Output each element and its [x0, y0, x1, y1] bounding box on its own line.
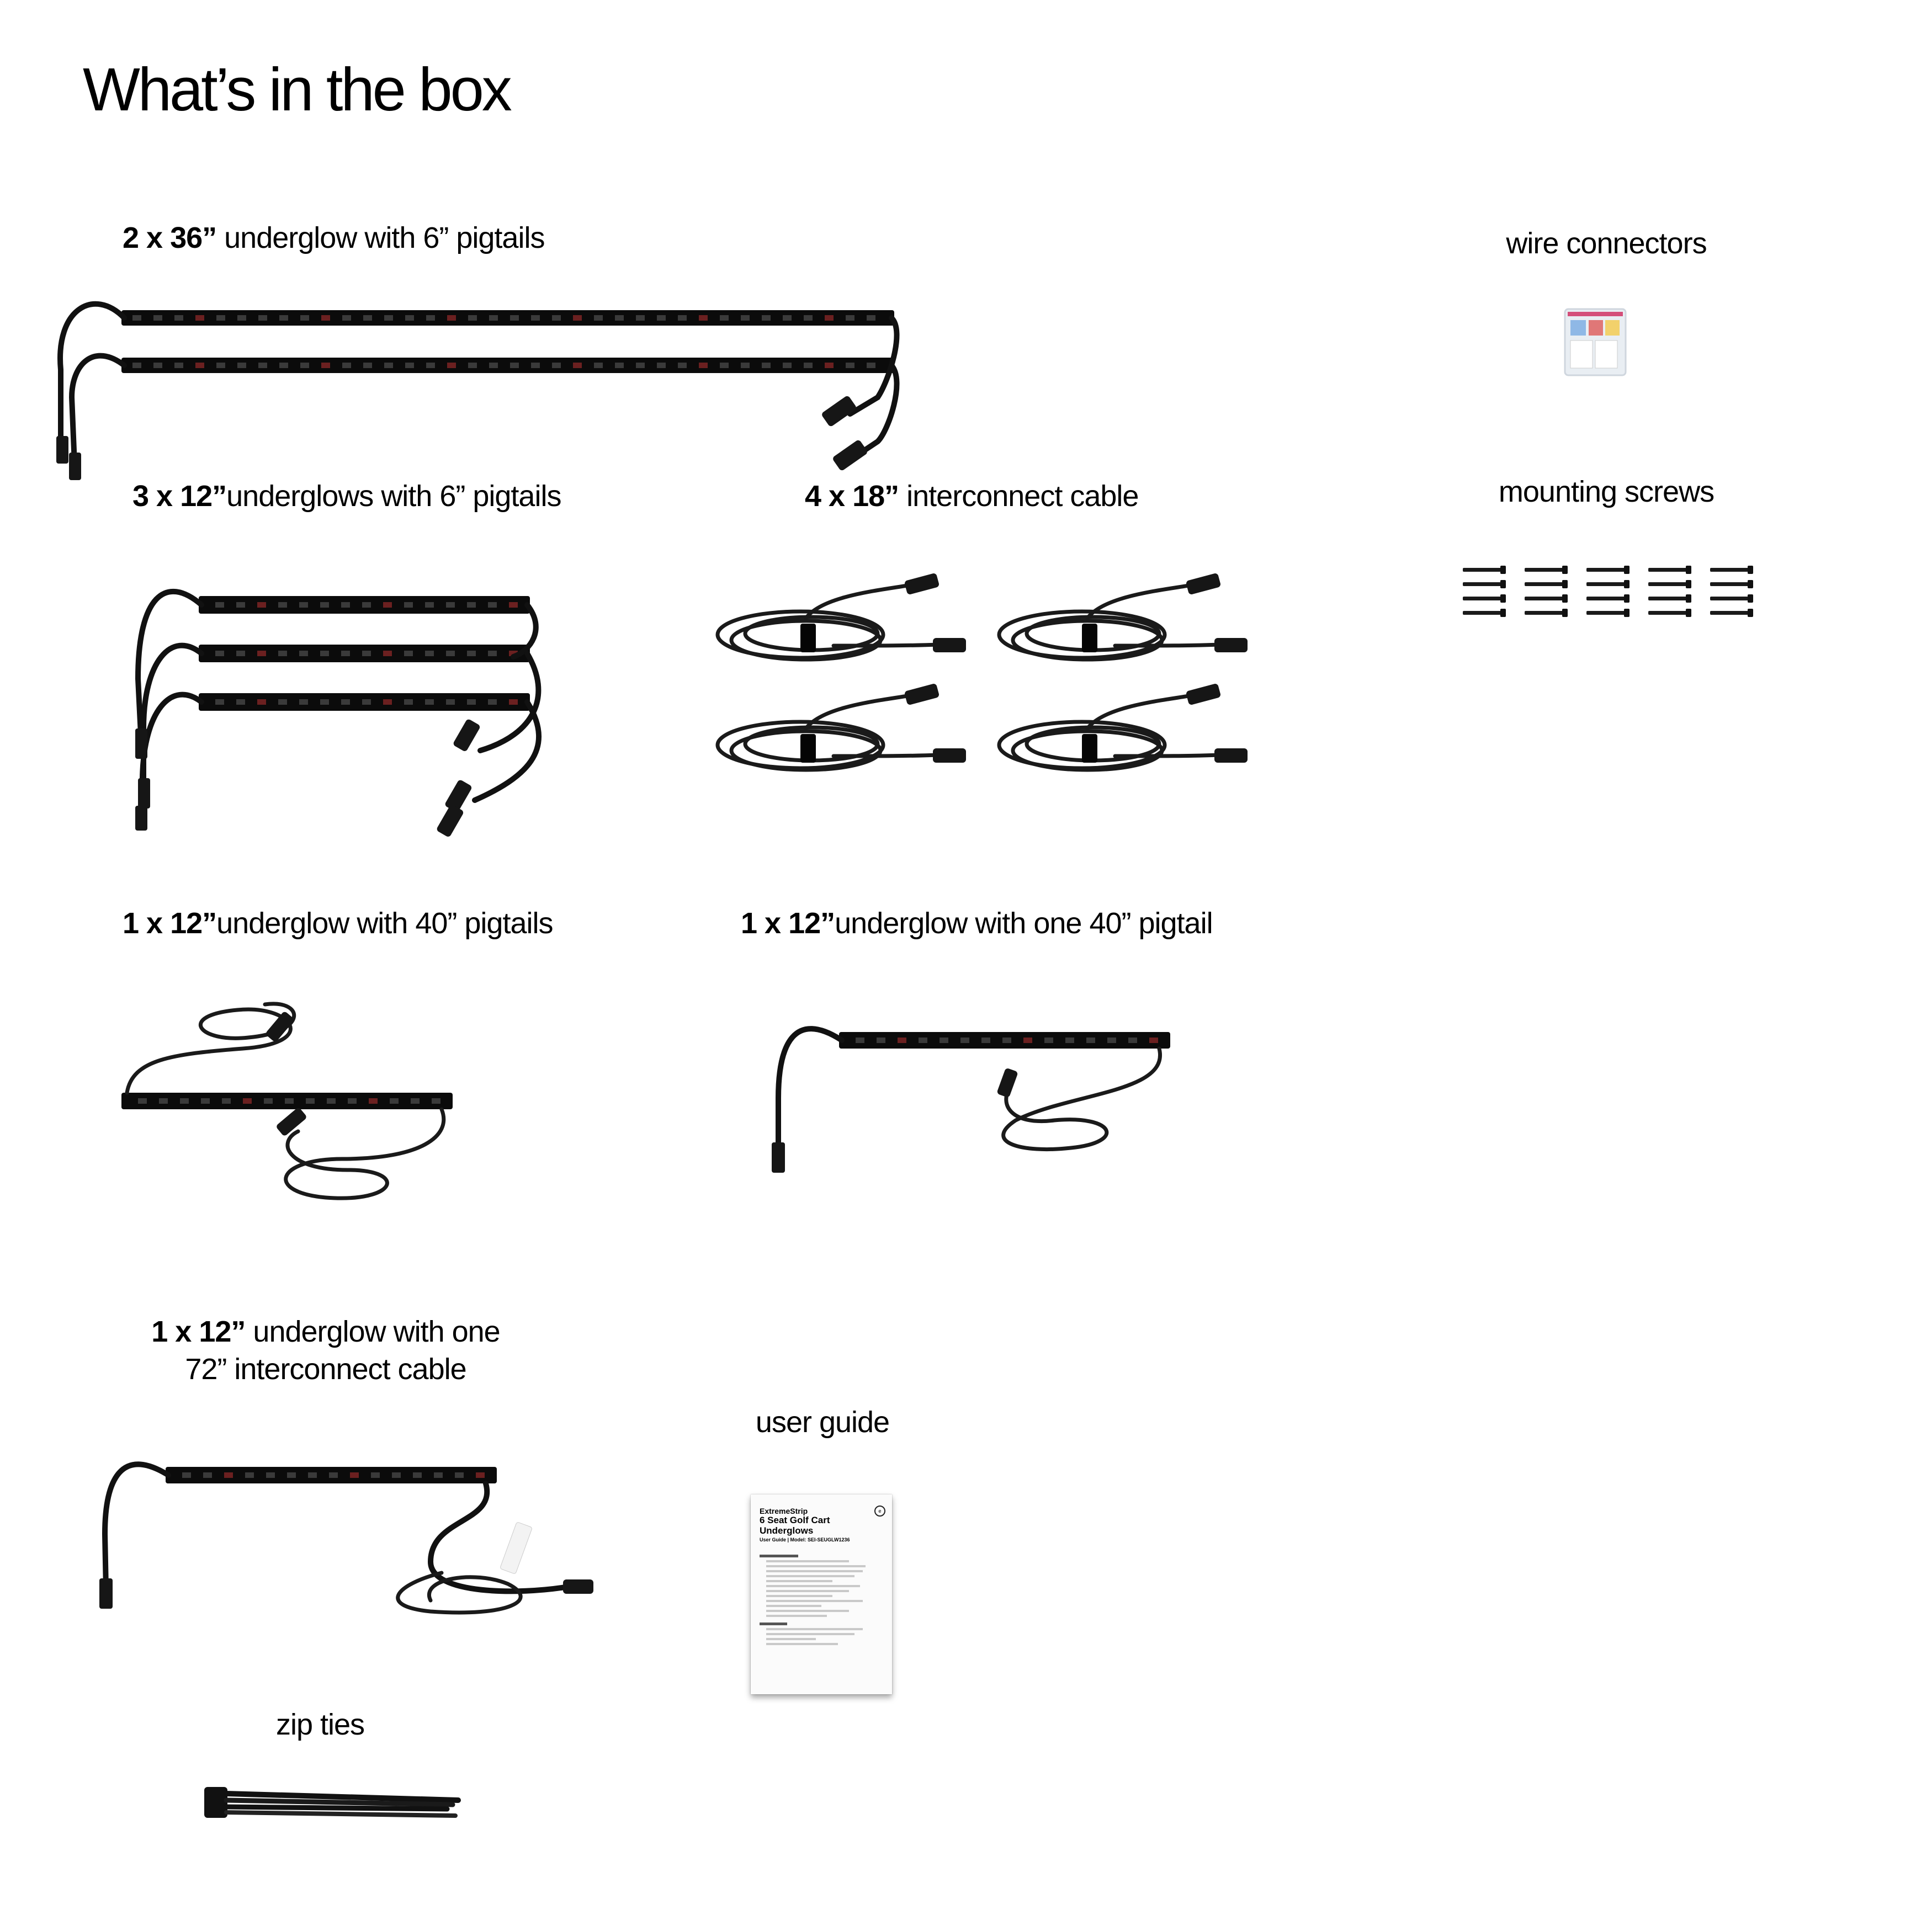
screw-shaft: [1586, 611, 1625, 615]
led-chip: [468, 363, 477, 368]
cable-coil-icon: [712, 563, 1275, 828]
led-chip: [846, 363, 854, 368]
led-chip: [215, 651, 224, 656]
item-label-12in-one-40in-pigtail: 1 x 12”underglow with one 40” pigtail: [741, 907, 1213, 940]
led-chip: [308, 1472, 317, 1478]
item-label-zip-ties: zip ties: [275, 1708, 365, 1741]
screw-shaft: [1525, 597, 1563, 600]
led-chip: [369, 1098, 378, 1104]
item-label-wire-connectors: wire connectors: [1506, 227, 1707, 260]
screw-head: [1686, 566, 1691, 574]
screw-head: [1562, 594, 1568, 603]
led-chip: [404, 602, 413, 608]
led-chip: [446, 699, 455, 705]
led-chip: [678, 363, 687, 368]
coil-strap: [1082, 734, 1097, 763]
zip-tie-icon: [199, 1777, 464, 1827]
connector-icon: [904, 573, 940, 595]
led-chip: [279, 315, 288, 321]
led-chip: [720, 363, 729, 368]
led-chip: [1002, 1038, 1011, 1043]
led-chip: [383, 699, 392, 705]
led-chip: [1086, 1038, 1095, 1043]
led-bar-12in-72in-cable-image: [88, 1435, 613, 1634]
led-chip: [594, 363, 603, 368]
screw-shaft: [1525, 568, 1563, 572]
screw-shaft: [1463, 611, 1501, 615]
screw-head: [1748, 594, 1753, 603]
led-chip: [278, 651, 287, 656]
led-chip: [384, 363, 393, 368]
screw-head: [1686, 594, 1691, 603]
led-chip: [531, 363, 540, 368]
led-chip: [320, 699, 329, 705]
led-chip: [287, 1472, 296, 1478]
led-chip: [363, 363, 372, 368]
led-chip: [919, 1038, 927, 1043]
led-chip: [699, 363, 708, 368]
led-chip: [434, 1472, 443, 1478]
led-chip: [153, 363, 162, 368]
led-chip: [446, 602, 455, 608]
led-chip: [236, 602, 245, 608]
led-chip: [468, 315, 477, 321]
led-chip: [426, 315, 435, 321]
screw-shaft: [1586, 582, 1625, 586]
led-chip: [488, 699, 497, 705]
led-chip: [510, 363, 519, 368]
screw-shaft: [1463, 582, 1501, 586]
led-chip: [224, 1472, 233, 1478]
led-chip: [201, 1098, 210, 1104]
led-chip: [741, 363, 750, 368]
led-chip: [825, 315, 834, 321]
led-chip: [615, 363, 624, 368]
cable-coil: [718, 573, 966, 659]
led-chip: [321, 315, 330, 321]
connector-icon: [1214, 638, 1248, 652]
led-chip: [362, 651, 371, 656]
led-chip: [467, 651, 476, 656]
guide-title: 6 Seat Golf Cart Underglows: [760, 1515, 830, 1536]
screw-head: [1624, 609, 1630, 617]
led-chip: [615, 315, 624, 321]
item-label-36in-underglow: 2 x 36” underglow with 6” pigtails: [123, 221, 545, 254]
screw-shaft: [1525, 611, 1563, 615]
led-chip: [489, 363, 498, 368]
led-chip: [867, 315, 875, 321]
led-chip: [264, 1098, 273, 1104]
led-chip: [867, 363, 875, 368]
led-chip: [509, 602, 518, 608]
led-chip: [1044, 1038, 1053, 1043]
led-bar-12in-triple-image: [127, 568, 558, 833]
led-bar-36in-pair-image: [61, 287, 905, 480]
led-chip: [243, 1098, 252, 1104]
led-chip: [981, 1038, 990, 1043]
led-chip: [245, 1472, 254, 1478]
led-chip: [720, 315, 729, 321]
led-chip: [573, 315, 582, 321]
guide-brand: ExtremeStrip: [760, 1507, 808, 1515]
screw-shaft: [1648, 568, 1687, 572]
led-chip: [898, 1038, 906, 1043]
page-title: What’s in the box: [83, 56, 510, 124]
connector-icon: [1186, 683, 1222, 706]
screw-head: [1686, 580, 1691, 588]
led-chip: [159, 1098, 168, 1104]
led-chip: [425, 602, 434, 608]
led-chip: [153, 315, 162, 321]
led-chip: [636, 315, 645, 321]
screw-head: [1624, 566, 1630, 574]
led-chip: [405, 363, 414, 368]
led-chip: [258, 363, 267, 368]
led-chip: [678, 315, 687, 321]
guide-text-block: [760, 1555, 883, 1645]
screw-head: [1748, 609, 1753, 617]
led-chip: [825, 363, 834, 368]
led-chip: [342, 315, 351, 321]
led-chip: [342, 363, 351, 368]
led-chip: [804, 363, 813, 368]
led-chip: [138, 1098, 147, 1104]
led-chip: [371, 1472, 380, 1478]
led-chip: [216, 363, 225, 368]
led-chip: [405, 315, 414, 321]
connector-icon: [904, 683, 940, 706]
led-chip: [383, 651, 392, 656]
screw-head: [1686, 609, 1691, 617]
led-chip: [846, 315, 854, 321]
coil-strap: [800, 624, 816, 652]
led-chip: [258, 315, 267, 321]
led-chip: [384, 315, 393, 321]
screw-shaft: [1586, 568, 1625, 572]
led-chip: [390, 1098, 399, 1104]
led-chip: [509, 699, 518, 705]
led-chip: [132, 315, 141, 321]
led-chip: [329, 1472, 338, 1478]
led-chip: [279, 363, 288, 368]
connector-icon: [933, 748, 966, 763]
led-chip: [321, 363, 330, 368]
led-chip: [425, 651, 434, 656]
led-chip: [425, 699, 434, 705]
screw-head: [1624, 594, 1630, 603]
led-chip: [362, 602, 371, 608]
led-chip: [447, 315, 456, 321]
item-label-user-guide: user guide: [755, 1406, 890, 1439]
led-chip: [1107, 1038, 1116, 1043]
screw-head: [1624, 580, 1630, 588]
led-chip: [174, 315, 183, 321]
screw-shaft: [1525, 582, 1563, 586]
guide-subtitle: User Guide | Model: SEI-SEUGLW1236: [760, 1537, 850, 1543]
led-chip: [1128, 1038, 1137, 1043]
screw-shaft: [1710, 582, 1749, 586]
led-chip: [222, 1098, 231, 1104]
led-chip: [341, 651, 350, 656]
led-chip: [411, 1098, 420, 1104]
led-chip: [174, 363, 183, 368]
led-chip: [348, 1098, 357, 1104]
led-chip: [237, 315, 246, 321]
led-chip: [327, 1098, 336, 1104]
led-chip: [299, 699, 308, 705]
coil-strap: [800, 734, 816, 763]
led-chip: [216, 315, 225, 321]
led-chip: [699, 315, 708, 321]
led-bar-12in-40in-pigtails-image: [110, 993, 469, 1214]
led-chip: [278, 602, 287, 608]
led-chip: [657, 315, 666, 321]
screw-shaft: [1463, 597, 1501, 600]
led-chip: [285, 1098, 294, 1104]
led-chip: [180, 1098, 189, 1104]
led-chip: [783, 315, 792, 321]
item-label-three-12in-underglows: 3 x 12”underglows with 6” pigtails: [132, 480, 561, 513]
led-chip: [362, 699, 371, 705]
connector-icon: [1214, 748, 1248, 763]
screw-head: [1748, 580, 1753, 588]
led-chip: [215, 602, 224, 608]
led-chip: [783, 363, 792, 368]
led-chip: [132, 363, 141, 368]
user-guide-cover: [751, 1494, 892, 1694]
led-chip: [762, 363, 771, 368]
item-label-interconnect-18in: 4 x 18” interconnect cable: [805, 480, 1139, 513]
led-chip: [467, 602, 476, 608]
connector-icon: [1186, 573, 1222, 595]
screw-head: [1562, 566, 1568, 574]
led-chip: [960, 1038, 969, 1043]
cable-coil: [718, 683, 966, 770]
led-chip: [552, 363, 561, 368]
item-label-mounting-screws: mounting screws: [1498, 475, 1715, 508]
screw-head: [1500, 609, 1506, 617]
screw-head: [1500, 580, 1506, 588]
connector-bag-icon: [1562, 306, 1628, 378]
led-chip: [300, 315, 309, 321]
led-chip: [531, 315, 540, 321]
item-label-12in-72in-interconnect: 1 x 12” underglow with one 72” interconnect cable: [151, 1315, 500, 1386]
led-chip: [350, 1472, 359, 1478]
led-chip: [404, 699, 413, 705]
led-chip: [203, 1472, 212, 1478]
led-chip: [877, 1038, 885, 1043]
led-chip: [741, 315, 750, 321]
led-chip: [657, 363, 666, 368]
led-chip: [446, 651, 455, 656]
led-chip: [476, 1472, 485, 1478]
led-chip: [552, 315, 561, 321]
led-chip: [257, 602, 266, 608]
screw-head: [1562, 580, 1568, 588]
led-chip: [299, 602, 308, 608]
led-chip: [594, 315, 603, 321]
led-chip: [392, 1472, 401, 1478]
coil-strap: [1082, 624, 1097, 652]
screw-shaft: [1710, 611, 1749, 615]
led-chip: [1065, 1038, 1074, 1043]
led-chip: [257, 651, 266, 656]
screw-head: [1562, 609, 1568, 617]
cable-coil: [999, 683, 1248, 770]
brand-logo-icon: e: [874, 1506, 885, 1517]
led-chip: [404, 651, 413, 656]
led-chip: [237, 363, 246, 368]
led-chip: [940, 1038, 948, 1043]
led-chip: [426, 363, 435, 368]
led-chip: [804, 315, 813, 321]
screw-shaft: [1586, 597, 1625, 600]
screw-shaft: [1648, 597, 1687, 600]
led-chip: [306, 1098, 315, 1104]
screw-head: [1748, 566, 1753, 574]
led-chip: [636, 363, 645, 368]
led-chip: [467, 699, 476, 705]
screw-shaft: [1710, 597, 1749, 600]
led-chip: [320, 651, 329, 656]
led-chip: [215, 699, 224, 705]
led-chip: [383, 602, 392, 608]
screw-shaft: [1463, 568, 1501, 572]
screw-head: [1500, 566, 1506, 574]
led-chip: [195, 315, 204, 321]
led-chip: [341, 699, 350, 705]
led-chip: [447, 363, 456, 368]
led-chip: [856, 1038, 864, 1043]
led-chip: [488, 651, 497, 656]
led-chip: [1149, 1038, 1158, 1043]
led-chip: [489, 315, 498, 321]
screw-shaft: [1648, 611, 1687, 615]
screw-icon: [1457, 563, 1766, 618]
led-chip: [299, 651, 308, 656]
led-chip: [236, 651, 245, 656]
led-chip: [341, 602, 350, 608]
led-chip: [182, 1472, 191, 1478]
led-chip: [1023, 1038, 1032, 1043]
led-chip: [363, 315, 372, 321]
connector-icon: [933, 638, 966, 652]
led-chip: [236, 699, 245, 705]
screw-shaft: [1648, 582, 1687, 586]
item-label-12in-40in-pigtails: 1 x 12”underglow with 40” pigtails: [123, 907, 553, 940]
led-chip: [488, 602, 497, 608]
cable-coil: [999, 573, 1248, 659]
led-chip: [413, 1472, 422, 1478]
led-chip: [573, 363, 582, 368]
led-chip: [278, 699, 287, 705]
led-chip: [300, 363, 309, 368]
led-chip: [266, 1472, 275, 1478]
screw-head: [1500, 594, 1506, 603]
led-chip: [762, 315, 771, 321]
led-chip: [510, 315, 519, 321]
led-bar-12in-one-40in-pigtail-image: [762, 1010, 1181, 1187]
led-chip: [195, 363, 204, 368]
led-chip: [257, 699, 266, 705]
screw-shaft: [1710, 568, 1749, 572]
led-chip: [432, 1098, 440, 1104]
led-chip: [455, 1472, 464, 1478]
led-chip: [320, 602, 329, 608]
